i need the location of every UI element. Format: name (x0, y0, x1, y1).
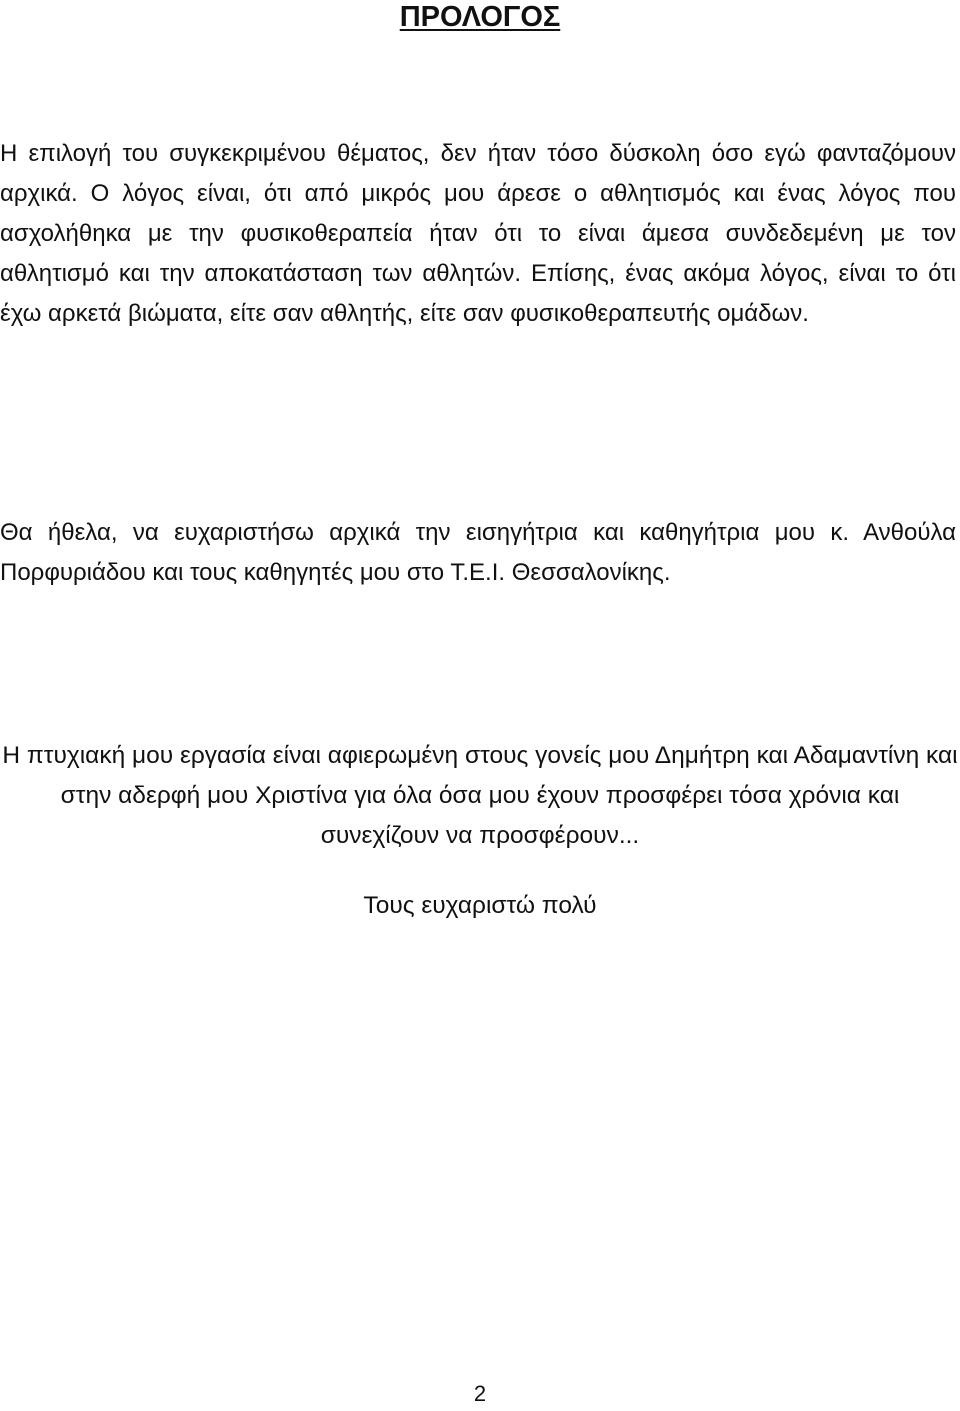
paragraph-topic-choice: Η επιλογή του συγκεκριμένου θέματος, δεν ήταν τόσο δύσκολη όσο εγώ φανταζόμουν αρχικά. Ο λόγος είναι, ότι από μικρός μου άρεσε ο αθλητισμός και ένας λόγος που ασχολήθηκα με την φυσικοθεραπεία ήταν ότι το είναι άμεσα συνδεδεμένη με τον αθλητισμό και την αποκατάσταση των αθλητών. Επίσης, ένας ακόμα λόγος, είναι το ότι έχω αρκετά βιώματα, είτε σαν αθλητής, είτε σαν φυσικοθεραπευτής ομάδων. (0, 140, 956, 327)
page-title: ΠΡΟΛΟΓΟΣ (399, 1, 561, 33)
paragraph-dedication: Η πτυχιακή μου εργασία είναι αφιερωμένη στους γονείς μου Δημήτρη και Αδαμαντίνη και στην αδερφή μου Χριστίνα για όλα όσα μου έχουν προσφέρει τόσα χρόνια και συνεχίζουν να προσφέρουν... (2, 742, 958, 849)
paragraph-acknowledgement: Θα ήθελα, να ευχαριστήσω αρχικά την εισηγήτρια και καθηγήτρια μου κ. Ανθούλα Πορφυριάδου και τους καθηγητές μου στο Τ.Ε.Ι. Θεσσαλονίκης. (0, 519, 956, 586)
closing-thanks: Τους ευχαριστώ πολύ (363, 892, 597, 919)
page-number: 2 (473, 1381, 487, 1406)
